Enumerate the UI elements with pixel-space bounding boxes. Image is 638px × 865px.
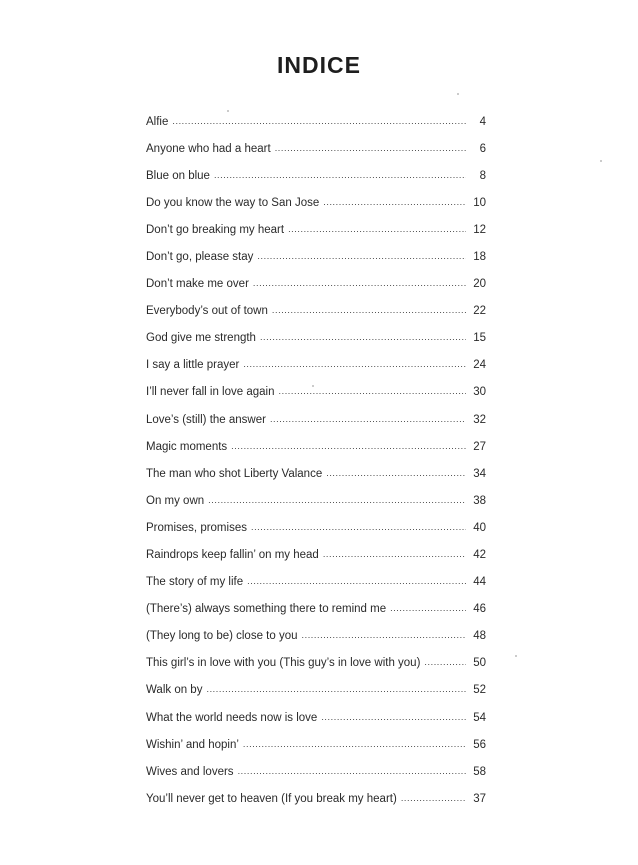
scan-speck <box>457 93 459 95</box>
toc-entry-page-number: 56 <box>473 738 486 751</box>
toc-dot-leader <box>238 763 466 775</box>
toc-dot-leader <box>208 492 466 504</box>
toc-entry-page-number: 6 <box>479 142 486 155</box>
toc-dot-leader <box>401 790 466 802</box>
toc-entry <box>146 221 486 248</box>
toc-entry-page-number: 58 <box>473 765 486 778</box>
toc-entry-title: You’ll never get to heaven (If you break my heart) <box>146 792 397 805</box>
toc-dot-leader <box>243 357 466 369</box>
toc-entry-page-number: 24 <box>473 359 486 372</box>
toc-dot-leader <box>390 601 466 613</box>
toc-entry-page-number: 34 <box>473 467 486 480</box>
toc-dot-leader <box>214 167 466 179</box>
table-of-contents <box>146 113 486 817</box>
toc-entry-page-number: 44 <box>473 576 486 589</box>
toc-entry-title: Alfie <box>146 115 169 128</box>
toc-entry-title: The man who shot Liberty Valance <box>146 467 323 480</box>
toc-entry-page-number: 12 <box>473 223 486 236</box>
toc-dot-leader <box>270 411 466 423</box>
toc-entry-page-number: 18 <box>473 250 486 263</box>
toc-entry-page-number: 37 <box>473 792 486 805</box>
toc-dot-leader <box>243 736 466 748</box>
toc-entry-page-number: 10 <box>473 196 486 209</box>
toc-entry-page-number: 20 <box>473 278 486 291</box>
toc-dot-leader <box>206 682 466 694</box>
toc-entry-page-number: 46 <box>473 603 486 616</box>
toc-entry <box>146 303 486 330</box>
toc-entry-title: What the world needs now is love <box>146 711 318 724</box>
scan-speck <box>515 655 517 657</box>
scan-speck <box>600 160 602 162</box>
toc-entry <box>146 465 486 492</box>
toc-entry-title: Don’t go, please stay <box>146 250 254 263</box>
toc-dot-leader <box>279 384 467 396</box>
toc-entry <box>146 438 486 465</box>
toc-entry-title: Promises, promises <box>146 521 247 534</box>
toc-entry <box>146 167 486 194</box>
toc-entry-page-number: 54 <box>473 711 486 724</box>
toc-entry-title: God give me strength <box>146 332 256 345</box>
toc-dot-leader <box>257 248 466 260</box>
toc-dot-leader <box>323 547 466 559</box>
toc-entry-page-number: 40 <box>473 521 486 534</box>
toc-entry <box>146 113 486 140</box>
toc-entry-title: Wives and lovers <box>146 765 234 778</box>
toc-entry-title: Magic moments <box>146 440 228 453</box>
toc-entry <box>146 547 486 574</box>
toc-entry <box>146 736 486 763</box>
scan-speck <box>227 110 229 112</box>
toc-entry <box>146 519 486 546</box>
toc-entry <box>146 276 486 303</box>
toc-entry-title: Everybody’s out of town <box>146 305 268 318</box>
toc-entry-page-number: 38 <box>473 494 486 507</box>
toc-entry-title: Don’t go breaking my heart <box>146 223 285 236</box>
toc-dot-leader <box>424 655 466 667</box>
toc-entry-title: On my own <box>146 494 205 507</box>
toc-entry-page-number: 50 <box>473 657 486 670</box>
toc-entry-title: The story of my life <box>146 576 244 589</box>
toc-entry-title: Raindrops keep fallin’ on my head <box>146 549 319 561</box>
toc-dot-leader <box>302 628 467 640</box>
toc-dot-leader <box>272 303 466 315</box>
page-title: INDICE <box>277 52 361 78</box>
toc-entry <box>146 140 486 167</box>
toc-entry <box>146 655 486 682</box>
toc-dot-leader <box>172 113 466 125</box>
toc-dot-leader <box>288 221 466 233</box>
toc-entry <box>146 492 486 519</box>
toc-entry-page-number: 52 <box>473 684 486 697</box>
toc-entry-title: Love’s (still) the answer <box>146 413 266 426</box>
toc-entry-title: I’ll never fall in love again <box>146 386 275 399</box>
toc-entry-title: Wishin’ and hopin’ <box>146 738 239 751</box>
toc-entry <box>146 330 486 357</box>
toc-entry <box>146 384 486 411</box>
toc-entry-page-number: 8 <box>479 169 486 182</box>
toc-entry <box>146 194 486 221</box>
toc-entry <box>146 628 486 655</box>
toc-entry <box>146 248 486 275</box>
toc-entry-title: (There’s) always something there to remind me <box>146 603 387 616</box>
scan-speck <box>312 385 314 387</box>
toc-entry <box>146 601 486 628</box>
toc-dot-leader <box>326 465 466 477</box>
toc-dot-leader <box>251 519 466 531</box>
toc-entry-title: Anyone who had a heart <box>146 142 271 155</box>
toc-entry-page-number: 30 <box>473 386 486 399</box>
toc-entry-page-number: 42 <box>473 549 486 561</box>
toc-entry <box>146 790 486 817</box>
toc-entry-page-number: 48 <box>473 630 486 643</box>
toc-dot-leader <box>247 574 466 586</box>
toc-entry <box>146 574 486 601</box>
toc-entry-title: (They long to be) close to you <box>146 630 298 643</box>
toc-entry-page-number: 22 <box>473 305 486 318</box>
toc-dot-leader <box>253 276 466 288</box>
toc-dot-leader <box>323 194 466 206</box>
toc-entry-title: Walk on by <box>146 684 203 697</box>
toc-entry-title: Do you know the way to San Jose <box>146 196 320 209</box>
toc-dot-leader <box>231 438 466 450</box>
toc-entry-title: I say a little prayer <box>146 359 240 372</box>
toc-entry <box>146 709 486 736</box>
toc-dot-leader <box>321 709 466 721</box>
toc-entry <box>146 763 486 790</box>
toc-entry-title: Don’t make me over <box>146 278 249 291</box>
toc-entry <box>146 682 486 709</box>
toc-entry-title: Blue on blue <box>146 169 210 182</box>
toc-dot-leader <box>260 330 466 342</box>
toc-entry-title: This girl’s in love with you (This guy’s in love with you) <box>146 657 421 670</box>
toc-entry-page-number: 27 <box>473 440 486 453</box>
toc-entry-page-number: 32 <box>473 413 486 426</box>
toc-entry-page-number: 15 <box>473 332 486 345</box>
toc-entry <box>146 411 486 438</box>
toc-dot-leader <box>275 140 466 152</box>
toc-entry-page-number: 4 <box>479 115 486 128</box>
toc-entry <box>146 357 486 384</box>
